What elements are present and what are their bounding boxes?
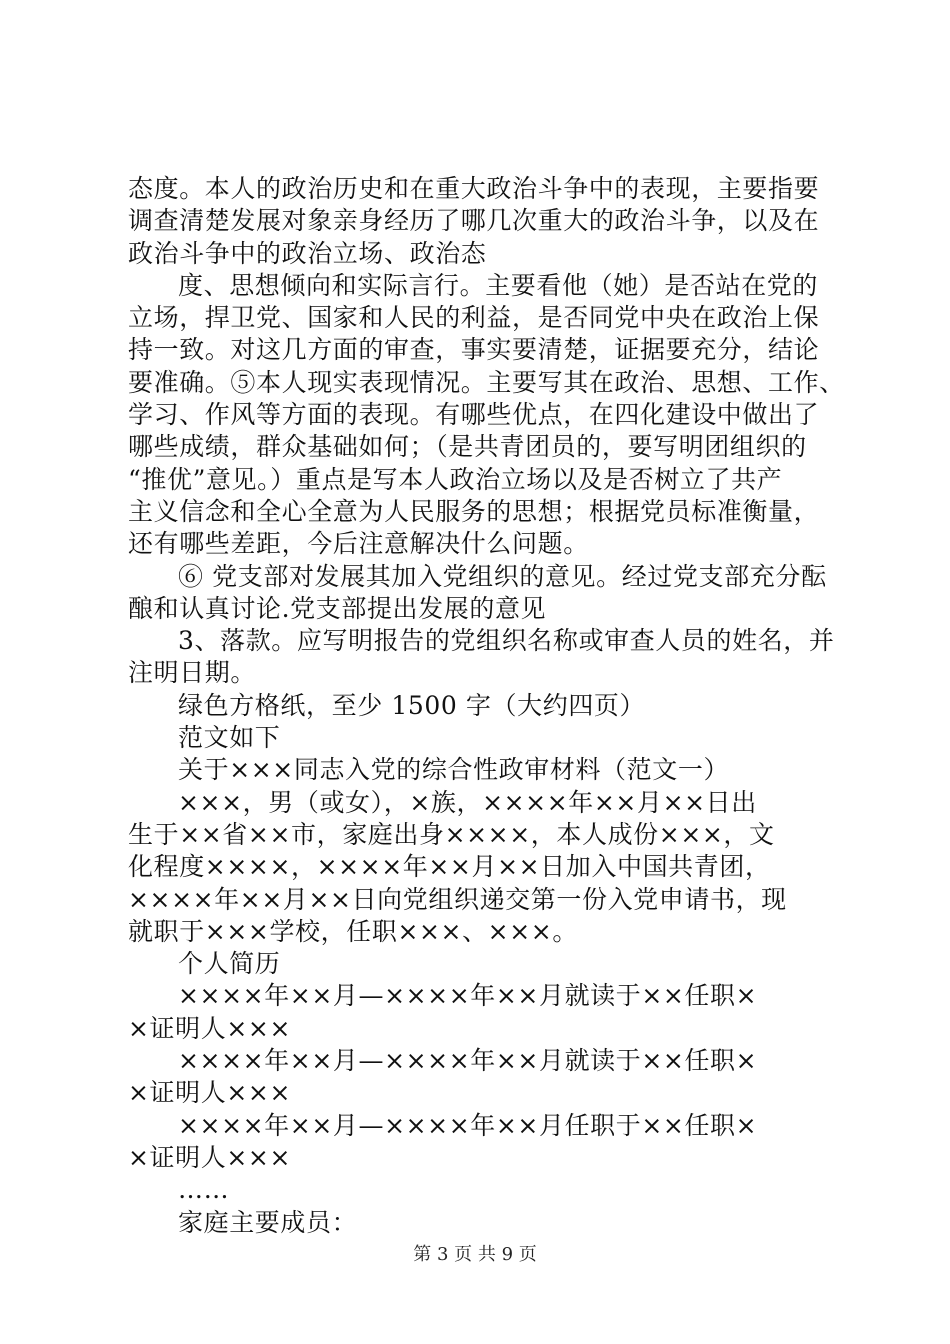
text-line: 个人简历	[178, 949, 281, 979]
text-line: ×××，男（或女），×族，××××年××月××日出	[178, 787, 757, 817]
text-line: ××××年××月××日向党组织递交第一份入党申请书，现	[128, 884, 787, 914]
text-line: ×证明人×××	[128, 1078, 291, 1108]
text-line: 持一致。对这几方面的审查，事实要清楚，证据要充分，结论	[128, 335, 820, 365]
text-line: “推优”意见。）重点是写本人政治立场以及是否树立了共产	[128, 464, 783, 494]
document-body	[128, 173, 845, 1239]
text-line: 调查清楚发展对象亲身经历了哪几次重大的政治斗争，以及在	[128, 206, 820, 236]
text-line: ……	[178, 1175, 230, 1205]
text-line: ××××年××月—××××年××月就读于××任职×	[178, 1046, 758, 1076]
text-line: 3、落款。应写明报告的党组织名称或审查人员的姓名，并	[178, 626, 835, 656]
text-line: 酿和认真讨论.党支部提出发展的意见	[128, 593, 547, 623]
text-line: 绿色方格纸，至少 1500 字（大约四页）	[178, 690, 646, 720]
text-line: ××××年××月—××××年××月就读于××任职×	[178, 981, 758, 1011]
text-line: 还有哪些差距，今后注意解决什么问题。	[128, 529, 589, 559]
text-line: ×证明人×××	[128, 1013, 291, 1043]
text-line: 学习、作风等方面的表现。有哪些优点，在四化建设中做出了	[128, 400, 820, 430]
text-line: 生于××省××市，家庭出身××××，本人成份×××，文	[128, 819, 775, 849]
text-line: 就职于×××学校，任职×××、×××。	[128, 916, 578, 946]
text-line: 关于×××同志入党的综合性政审材料（范文一）	[178, 755, 730, 785]
text-line: 哪些成绩，群众基础如何；（是共青团员的，要写明团组织的	[128, 432, 807, 462]
text-line: ⑥ 党支部对发展其加入党组织的意见。经过党支部充分酝	[178, 561, 827, 591]
text-line: 范文如下	[178, 723, 281, 753]
text-line: ××××年××月—××××年××月任职于××任职×	[178, 1110, 758, 1140]
text-line: 注明日期。	[128, 658, 257, 688]
text-line: 化程度××××，××××年××月××日加入中国共青团，	[128, 852, 771, 882]
text-line: 主义信念和全心全意为人民服务的思想；根据党员标准衡量，	[128, 496, 820, 526]
text-line: 要准确。⑤本人现实表现情况。主要写其在政治、思想、工作、	[128, 367, 845, 397]
text-line: ×证明人×××	[128, 1142, 291, 1172]
text-line: 立场，捍卫党、国家和人民的利益，是否同党中央在政治上保	[128, 303, 820, 333]
text-line: 度、思想倾向和实际言行。主要看他（她）是否站在党的	[178, 270, 819, 300]
page-footer: 第 3 页 共 9 页	[413, 1244, 537, 1265]
text-line: 家庭主要成员：	[178, 1207, 358, 1237]
text-line: 政治斗争中的政治立场、政治态	[128, 238, 487, 268]
text-line: 态度。本人的政治历史和在重大政治斗争中的表现，主要指要	[128, 174, 820, 203]
